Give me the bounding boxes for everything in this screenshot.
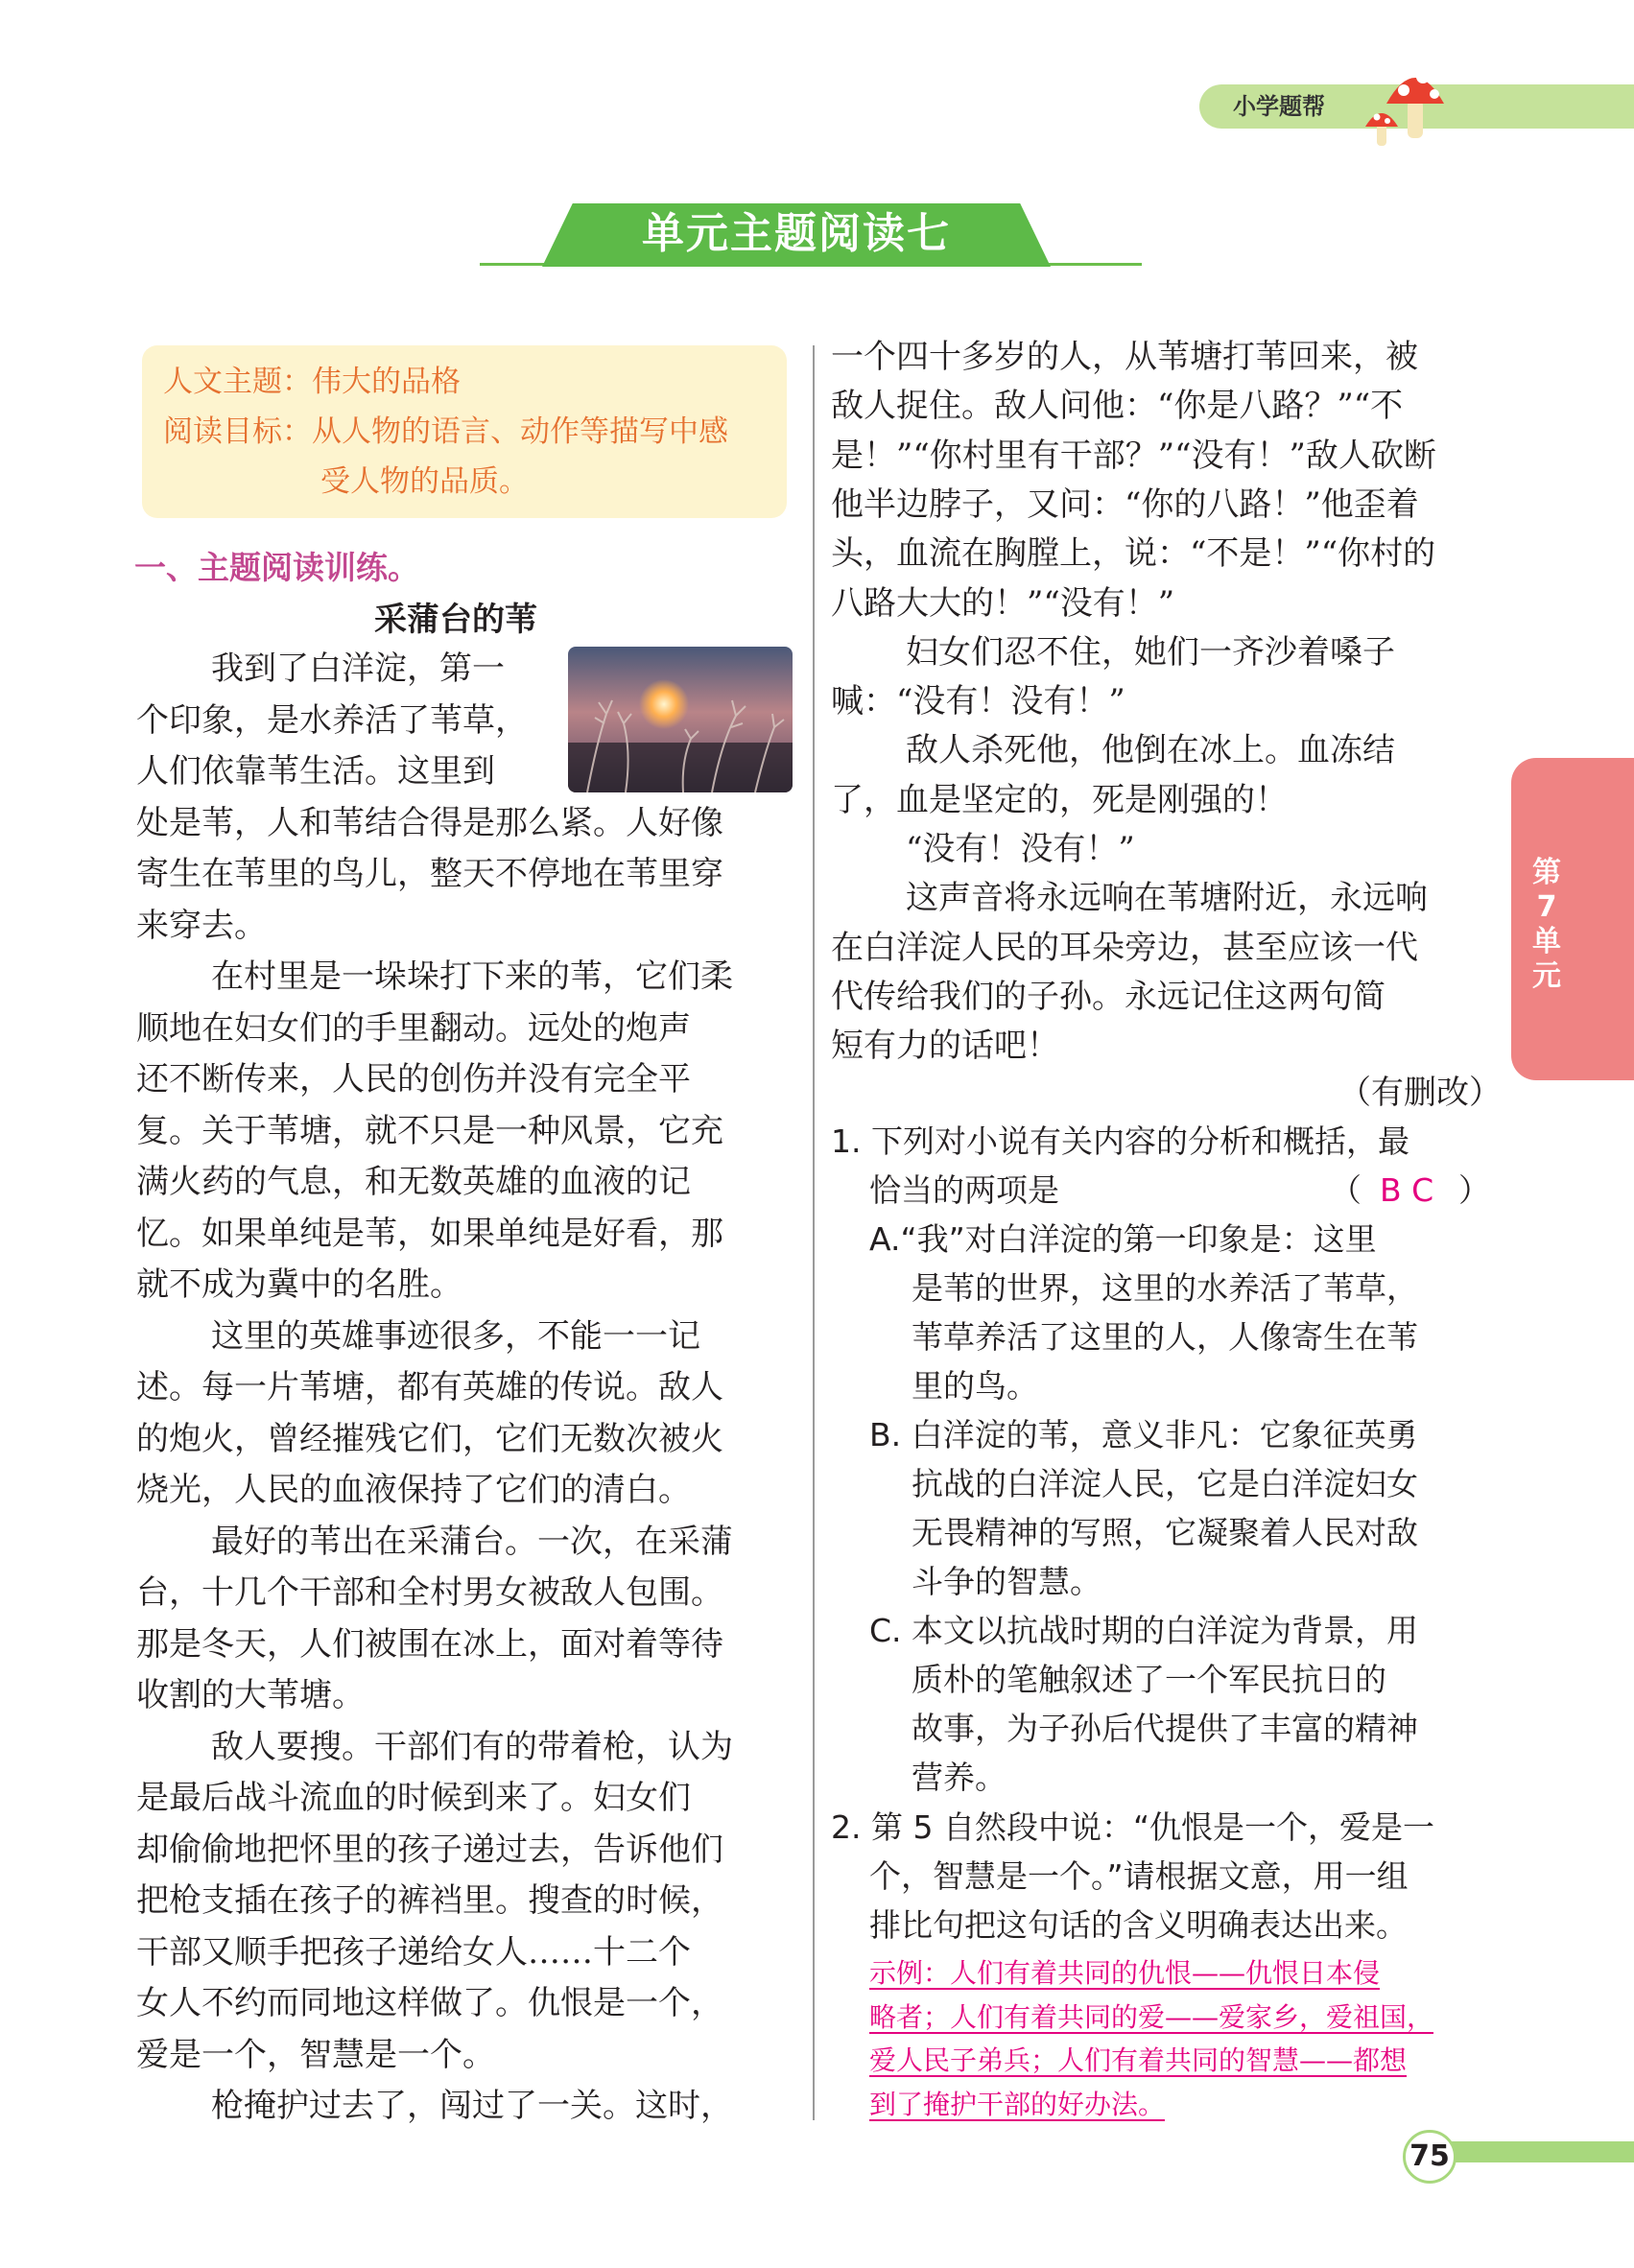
story-text-line: 却偷偷地把怀里的孩子递过去，告诉他们 [136, 1830, 723, 1869]
story-text-line: 这里的英雄事迹很多，不能一一记 [211, 1316, 700, 1356]
section-heading: 一、主题阅读训练。 [134, 549, 419, 586]
question-1-stem: 1. 下列对小说有关内容的分析和概括，最 [831, 1122, 1409, 1160]
story-text-line: 我到了白洋淀，第一 [211, 650, 505, 688]
story-text-line: 这声音将永远响在苇塘附近，永远响 [906, 879, 1428, 918]
option-text-line: 无畏精神的写照，它凝聚着人民对敌 [912, 1514, 1418, 1551]
story-text-line: “没有！没有！” [906, 830, 1135, 868]
option-text-line: C. 本文以抗战时期的白洋淀为背景，用 [869, 1612, 1419, 1649]
question-1-stem-continued: 恰当的两项是 [869, 1171, 1059, 1209]
story-title: 采蒲台的苇 [374, 601, 537, 639]
theme-line: 人文主题：伟大的品格 [163, 365, 461, 399]
story-text-line: 来穿去。 [136, 906, 267, 945]
option-text-line: 故事，为子孙后代提供了丰富的精神 [912, 1710, 1418, 1747]
option-text-line: 斗争的智慧。 [912, 1563, 1101, 1600]
story-text-line: 了，血是坚定的，死是刚强的！ [831, 780, 1288, 819]
answer-line: 示例：人们有着共同的仇恨——仇恨日本侵 [869, 1957, 1381, 1989]
story-text-line: 他半边脖子，又问：“你的八路！”他歪着 [831, 484, 1419, 524]
story-text-line: 爱是一个，智慧是一个。 [136, 2035, 495, 2074]
option-text-line: 苇草养活了这里的人，人像寄生在苇 [912, 1318, 1418, 1356]
option-text-line: A.“我”对白洋淀的第一印象是：这里 [869, 1220, 1377, 1258]
unit-tab-line-1: 第7 [1532, 856, 1561, 924]
story-text-line: 烧光，人民的血液保持了它们的清白。 [136, 1471, 691, 1509]
story-text-line: 那是冬天，人们被围在冰上，面对着等待 [136, 1624, 723, 1664]
story-text-line: 枪掩护过去了，闯过了一关。这时， [211, 2087, 733, 2125]
story-text-line: 就不成为冀中的名胜。 [136, 1265, 462, 1304]
mushroom-icon [1348, 54, 1463, 150]
story-text-line: 述。每一片苇塘，都有英雄的传说。敌人 [136, 1368, 723, 1406]
answer-paren-open: （ [1330, 1171, 1362, 1209]
footer-strip [1449, 2141, 1634, 2162]
story-text-line: 最好的苇出在采蒲台。一次，在采蒲 [211, 1522, 733, 1561]
unit-side-tab-label [1524, 856, 1570, 994]
story-text-line: 收割的大苇塘。 [136, 1676, 365, 1714]
story-text-line: 敌人杀死他，他倒在冰上。血冻结 [906, 731, 1395, 770]
story-text-line: 处是苇，人和苇结合得是那么紧。人好像 [136, 803, 723, 842]
story-text-line: 代传给我们的子孙。永远记住这两句简 [831, 977, 1385, 1016]
question-2-line: 2. 第 5 自然段中说：“仇恨是一个，爱是一 [831, 1808, 1435, 1846]
option-text-line: 里的鸟。 [912, 1367, 1038, 1405]
question-2-line: 排比句把这句话的含义明确表达出来。 [869, 1906, 1408, 1944]
story-text-line: 敌人捉住。敌人问他：“你是八路？”“不 [831, 387, 1404, 426]
brand-label: 小学题帮 [1233, 93, 1325, 120]
reed-sunset-photo [568, 647, 793, 792]
story-text-line: 短有力的话吧！ [831, 1027, 1059, 1066]
answer-line: 略者；人们有着共同的爱——爱家乡，爱祖国， [869, 2000, 1434, 2033]
story-text-line: 个印象，是水养活了苇草， [136, 700, 528, 740]
question-1-answer: B C [1380, 1171, 1434, 1209]
answer-line: 爱人民子弟兵；人们有着共同的智慧——都想 [869, 2044, 1408, 2076]
option-text-line: B. 白洋淀的苇，意义非凡：它象征英勇 [869, 1416, 1418, 1453]
story-text-line: 还不断传来，人民的创伤并没有完全平 [136, 1060, 691, 1099]
story-text-line: 的炮火，曾经摧残它们，它们无数次被火 [136, 1419, 723, 1458]
option-text-line: 质朴的笔触叙述了一个军民抗日的 [912, 1661, 1386, 1698]
target-line: 阅读目标：从人物的语言、动作等描写中感 [163, 414, 728, 449]
story-text-line: 忆。如果单纯是苇，如果单纯是好看，那 [136, 1214, 723, 1253]
source-note: （有删改） [1338, 1074, 1502, 1112]
story-text-line: 是最后战斗流血的时候到来了。妇女们 [136, 1779, 691, 1817]
target-line-continued: 受人物的品质。 [320, 464, 529, 499]
story-text-line: 顺地在妇女们的手里翻动。远处的炮声 [136, 1008, 691, 1048]
story-text-line: 妇女们忍不住，她们一齐沙着嗓子 [906, 632, 1395, 672]
unit-title: 单元主题阅读七 [642, 209, 951, 258]
story-text-line: 台，十几个干部和全村男女被敌人包围。 [136, 1573, 723, 1612]
story-text-line: 头，血流在胸膛上，说：“不是！”“你村的 [831, 534, 1436, 574]
story-text-line: 敌人要搜。干部们有的带着枪，认为 [211, 1727, 733, 1766]
story-text-line: 是！”“你村里有干部？”“没有！”敌人砍断 [831, 436, 1436, 475]
answer-paren-close: ） [1458, 1171, 1490, 1209]
option-text-line: 抗战的白洋淀人民，它是白洋淀妇女 [912, 1465, 1418, 1502]
story-text-line: 把枪支插在孩子的裤裆里。搜查的时候， [136, 1881, 723, 1920]
option-text-line: 营养。 [912, 1759, 1006, 1796]
column-divider [813, 345, 815, 2120]
answer-line: 到了掩护干部的好办法。 [869, 2088, 1166, 2120]
story-text-line: 复。关于苇塘，就不只是一种风景，它充 [136, 1111, 723, 1150]
page-number: 75 [1409, 2139, 1450, 2173]
story-text-line: 寄生在苇里的鸟儿，整天不停地在苇里穿 [136, 855, 723, 893]
story-text-line: 人们依靠苇生活。这里到 [136, 752, 495, 791]
question-2-line: 个，智慧是一个。”请根据文意，用一组 [869, 1857, 1409, 1895]
story-text-line: 在村里是一垛垛打下来的苇，它们柔 [211, 957, 733, 996]
story-text-line: 八路大大的！”“没有！” [831, 583, 1175, 623]
story-text-line: 女人不约而同地这样做了。仇恨是一个， [136, 1984, 723, 2022]
story-text-line: 喊：“没有！没有！” [831, 682, 1125, 721]
story-text-line: 在白洋淀人民的耳朵旁边，甚至应该一代 [831, 928, 1418, 967]
option-text-line: 是苇的世界，这里的水养活了苇草， [912, 1269, 1418, 1307]
story-text-line: 满火药的气息，和无数英雄的血液的记 [136, 1163, 691, 1201]
unit-tab-line-2: 单元 [1532, 925, 1561, 993]
story-text-line: 干部又顺手把孩子递给女人……十二个 [136, 1932, 691, 1972]
story-text-line: 一个四十多岁的人，从苇塘打苇回来，被 [831, 338, 1418, 376]
